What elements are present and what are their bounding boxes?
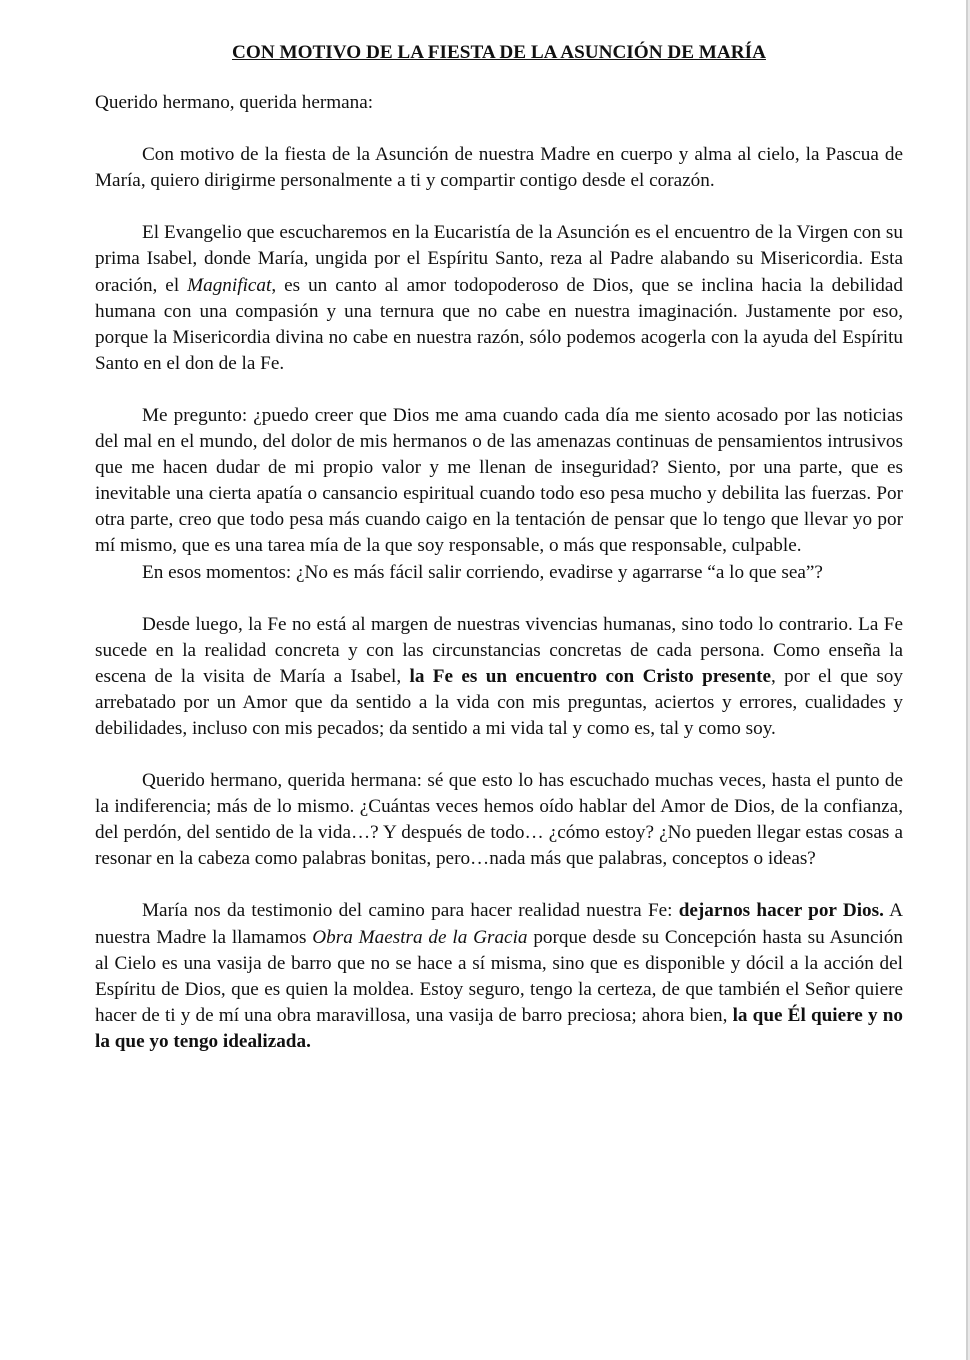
paragraph-3: Me pregunto: ¿puedo creer que Dios me ama cuando cada día me siento acosado por las noticias del mal en el mundo, del dolor de mis hermanos o de las amenazas continuas de pensamientos intrusivos que me hacen dudar de mi propio valor y me llenan de inseguridad? Siento, por una parte, que es inevitable una cierta apatía o cansancio espiritual cuando todo eso pesa mucho y debilita las fuerzas. Por otra parte, creo que todo pesa más cuando caigo en la tentación de pensar que lo tengo que llevar yo por mí mismo, que es una tarea mía de la que soy responsable, o más que responsable, culpable. <box>95 404 903 557</box>
paragraph-4: En esos momentos: ¿No es más fácil salir corriendo, evadirse y agarrarse “a lo que sea”? <box>142 561 823 583</box>
paragraph-5-text-b: , por el que soy arrebatado por un Amor que da sentido a la vida con mis preguntas, aciertos y errores, cualidades y debilidades, incluso con mis pecados; da sentido a mi vida tal y como es, tal y como soy. <box>95 665 903 739</box>
paragraph-5-bold: la Fe es un encuentro con Cristo presente <box>409 665 771 687</box>
document-body <box>95 40 903 1081</box>
paragraph-6: Querido hermano, querida hermana: sé que esto lo has escuchado muchas veces, hasta el punto de la indiferencia; más de lo mismo. ¿Cuántas veces hemos oído hablar del Amor de Dios, de la confianza, del perdón, del sentido de la vida…? Y después de todo… ¿cómo estoy? ¿No pueden llegar estas cosas a resonar en la cabeza como palabras bonitas, pero…nada más que palabras, conceptos o ideas? <box>95 770 903 870</box>
paragraph-2 <box>95 220 903 377</box>
paragraph-5-text-a: Desde luego, la Fe no está al margen de nuestras vivencias humanas, sino todo lo contrario. La Fe sucede en la realidad concreta y con las circunstancias concretas de cada persona. Como enseña la escena de la visita de María a Isabel, <box>95 613 903 687</box>
paragraph-7-bold-2: la que Él quiere y no la que yo tengo idealizada. <box>95 1004 903 1052</box>
greeting: Querido hermano, querida hermana: <box>95 92 374 114</box>
paragraph-1: Con motivo de la fiesta de la Asunción de nuestra Madre en cuerpo y alma al cielo, la Pascua de María, quiero dirigirme personalmente a ti y compartir contigo desde el corazón. <box>95 144 903 192</box>
paragraph-2-text-b: , es un canto al amor todopoderoso de Dios, que se inclina hacia la debilidad humana con una compasión y una ternura que no cabe en nuestra imaginación. Justamente por eso, porque la Misericordia divina no cabe en nuestra razón, sólo podemos acogerla con la ayuda del Espíritu Santo en el don de la Fe. <box>95 274 903 374</box>
paragraph-7 <box>95 898 903 1055</box>
paragraph-2-text-a: El Evangelio que escucharemos en la Eucaristía de la Asunción es el encuentro de la Virgen con su prima Isabel, donde María, ungida por el Espíritu Santo, reza al Padre alabando su Misericordia. Esta oración, el <box>95 222 903 296</box>
document-title: CON MOTIVO DE LA FIESTA DE LA ASUNCIÓN DE MARÍA <box>232 42 766 63</box>
paragraph-7-italic: Obra Maestra de la Gracia <box>312 926 528 948</box>
paragraph-7-text-b: A nuestra Madre la llamamos <box>95 900 903 948</box>
paragraph-7-text-c: porque desde su Concepción hasta su Asunción al Cielo es una vasija de barro que no se hace a sí misma, sino que es disponible y dócil a la acción del Espíritu de Dios, que es quien la moldea. Estoy seguro, tengo la certeza, de que también el Señor quiere hacer de ti y de mí una obra maravillosa, una vasija de barro preciosa; ahora bien, <box>95 926 904 1026</box>
paragraph-7-bold-1: dejarnos hacer por Dios. <box>678 900 884 922</box>
paragraph-5 <box>95 612 903 742</box>
magnificat-italic: Magnificat <box>187 274 272 296</box>
paragraph-7-text-a: María nos da testimonio del camino para hacer realidad nuestra Fe: <box>142 900 679 922</box>
